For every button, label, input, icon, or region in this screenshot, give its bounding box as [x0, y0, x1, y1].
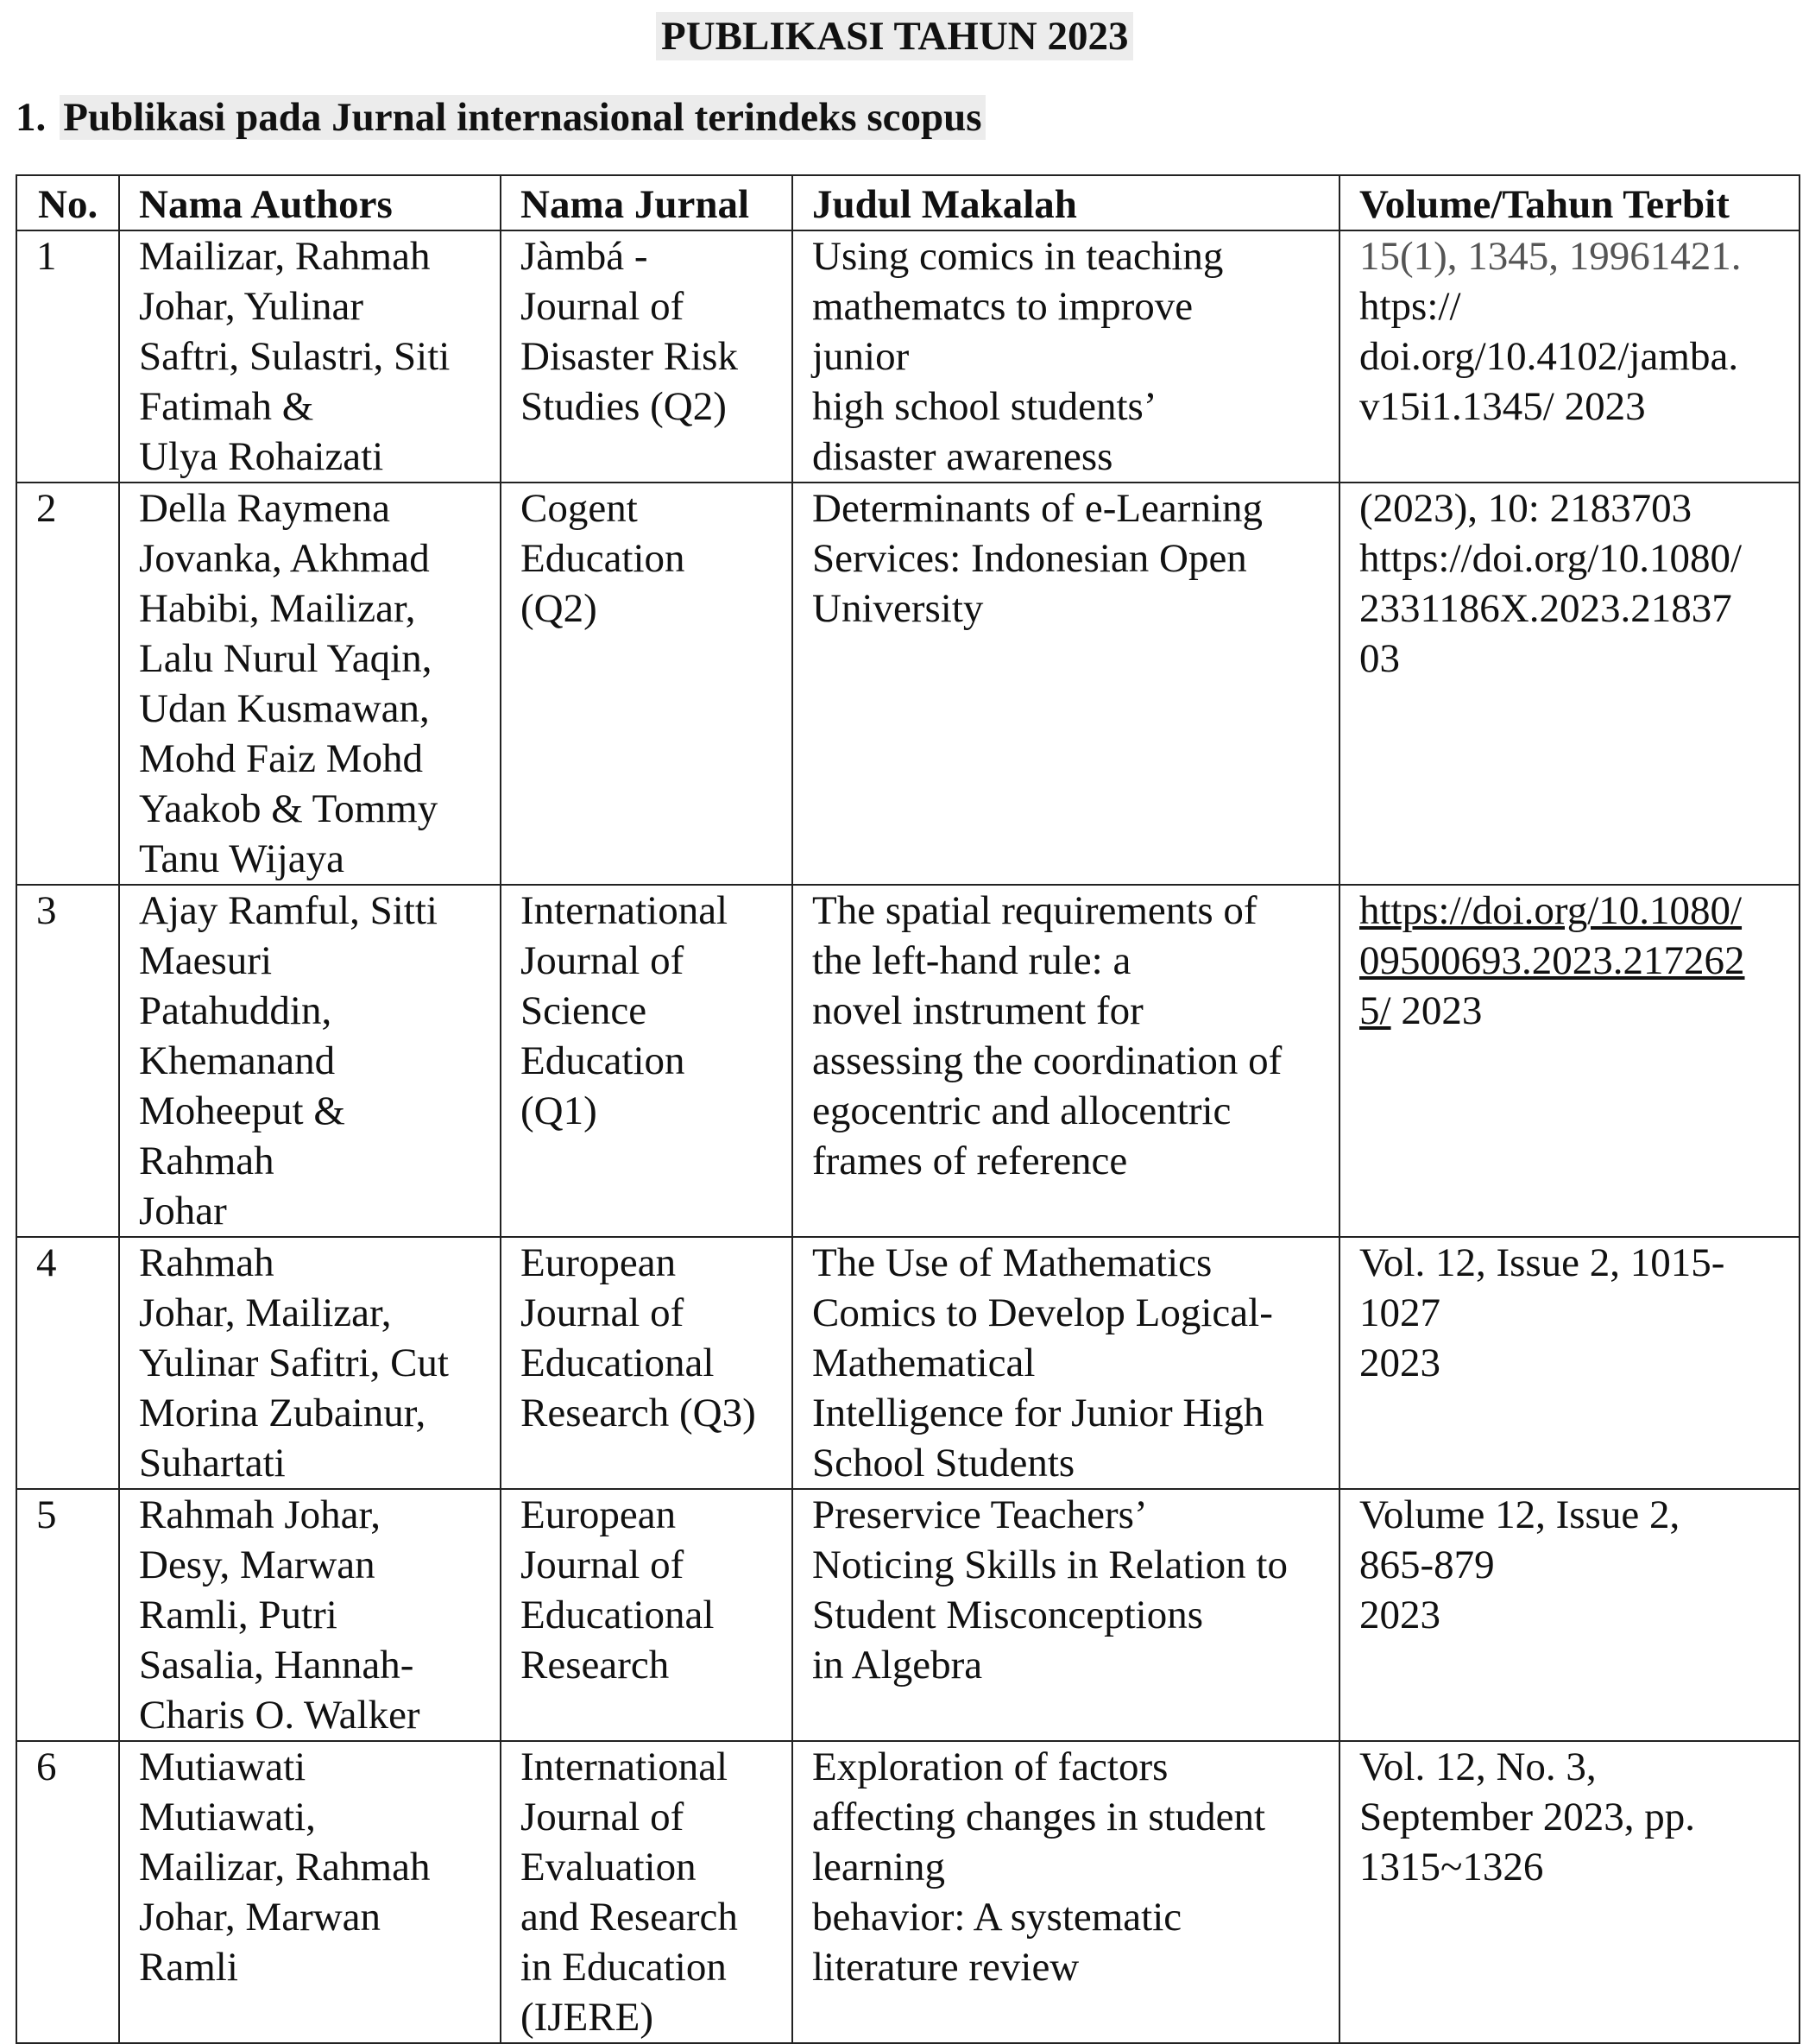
table-row [16, 885, 1800, 1237]
cell-line: the left-hand rule: a [812, 938, 1131, 983]
cell-line: Journal of [520, 1290, 684, 1335]
cell-line: https://doi.org/10.1080/ [1359, 536, 1743, 581]
cell-line: Exploration of factors [812, 1744, 1169, 1789]
cell-line: 2331186X.2023.21837 [1359, 586, 1732, 631]
cell-line: Services: Indonesian Open [812, 536, 1247, 581]
cell-line: School Students [812, 1441, 1075, 1486]
cell-line: University [812, 586, 984, 631]
cell-line: September 2023, pp. [1359, 1795, 1695, 1839]
cell-line: Research [520, 1643, 670, 1688]
cell-line: 03 [1359, 636, 1400, 681]
cell-title [792, 1489, 1339, 1741]
cell-line: Evaluation [520, 1845, 696, 1889]
cell-line: (Q2) [520, 586, 597, 631]
cell-line: Journal of [520, 1542, 684, 1587]
cell-line: novel instrument for [812, 988, 1144, 1033]
cell-line: Morina Zubainur, [139, 1391, 426, 1435]
cell-line: disaster awareness [812, 434, 1113, 479]
cell-line: Yaakob & Tommy [139, 786, 438, 831]
publications-table [16, 174, 1800, 2044]
page-title: PUBLIKASI TAHUN 2023 [656, 12, 1133, 60]
cell-line: Suhartati [139, 1441, 286, 1486]
cell-line: 2023 [1359, 1341, 1440, 1385]
table-row [16, 230, 1800, 483]
cell-journal [501, 1237, 792, 1489]
header-authors: Nama Authors [119, 175, 501, 230]
table-row [16, 1741, 1800, 2043]
cell-line: Journal of [520, 1795, 684, 1839]
table-header-row [16, 175, 1800, 230]
cell-line: Mutiawati, [139, 1795, 316, 1839]
cell-title [792, 1237, 1339, 1489]
cell-line: Cogent [520, 486, 638, 531]
table-row [16, 1237, 1800, 1489]
section-number: 1. [16, 95, 47, 140]
cell-line: Ramli, Putri [139, 1593, 337, 1637]
volume-year: 2023 [1390, 988, 1483, 1033]
table-row [16, 483, 1800, 885]
cell-line: Tanu Wijaya [139, 836, 345, 881]
cell-line: Ulya Rohaizati [139, 434, 384, 479]
cell-line: Educational [520, 1593, 715, 1637]
cell-no: 3 [16, 885, 119, 1237]
cell-no: 2 [16, 483, 119, 885]
cell-no: 6 [16, 1741, 119, 2043]
cell-line [1359, 986, 1790, 1036]
cell-journal [501, 1489, 792, 1741]
cell-line: Intelligence for Junior High [812, 1391, 1264, 1435]
cell-line: Student Misconceptions [812, 1593, 1203, 1637]
cell-line: European [520, 1240, 677, 1285]
header-volume: Volume/Tahun Terbit [1339, 175, 1800, 230]
cell-volume [1339, 1237, 1800, 1489]
cell-line: Science [520, 988, 647, 1033]
table-row [16, 1489, 1800, 1741]
cell-authors [119, 1741, 501, 2043]
cell-line: and Research [520, 1895, 738, 1940]
cell-line: The spatial requirements of [812, 888, 1257, 933]
cell-line: Rahmah [139, 1240, 274, 1285]
cell-line: mathematcs to improve [812, 284, 1194, 329]
cell-authors [119, 483, 501, 885]
cell-line: Johar, Mailizar, [139, 1290, 392, 1335]
cell-volume [1339, 230, 1800, 483]
cell-line: Ramli [139, 1945, 238, 1990]
cell-journal [501, 885, 792, 1237]
cell-line: Mutiawati [139, 1744, 306, 1789]
cell-authors [119, 230, 501, 483]
cell-line: International [520, 888, 728, 933]
cell-line: Johar, Marwan [139, 1895, 381, 1940]
cell-line: Patahuddin, [139, 988, 332, 1033]
cell-line: 865-879 [1359, 1542, 1495, 1587]
cell-journal [501, 230, 792, 483]
cell-line: Preservice Teachers’ [812, 1492, 1148, 1537]
cell-line: literature review [812, 1945, 1080, 1990]
cell-line: htps:// [1359, 284, 1461, 329]
doi-link[interactable]: https://doi.org/10.1080/ [1359, 888, 1743, 933]
section-title: Publikasi pada Jurnal internasional terindeks scopus [60, 95, 985, 140]
header-journal: Nama Jurnal [501, 175, 792, 230]
cell-line: Mailizar, Rahmah [139, 1845, 431, 1889]
cell-line: behavior: A systematic [812, 1895, 1182, 1940]
cell-line [1359, 936, 1790, 986]
cell-line: Johar, Yulinar [139, 284, 364, 329]
cell-line: Educational [520, 1341, 715, 1385]
cell-line: Volume 12, Issue 2, [1359, 1492, 1680, 1537]
cell-line: Maesuri [139, 938, 273, 983]
cell-title [792, 1741, 1339, 2043]
cell-line: Determinants of e-Learning [812, 486, 1264, 531]
cell-line: high school students’ [812, 384, 1157, 429]
cell-line: Lalu Nurul Yaqin, [139, 636, 432, 681]
cell-line: Education [520, 1038, 685, 1083]
cell-title [792, 483, 1339, 885]
cell-volume [1339, 1489, 1800, 1741]
cell-volume [1339, 1741, 1800, 2043]
cell-line: Della Raymena [139, 486, 391, 531]
cell-title [792, 230, 1339, 483]
cell-line: Jovanka, Akhmad [139, 536, 430, 581]
cell-authors [119, 1237, 501, 1489]
cell-journal [501, 1741, 792, 2043]
cell-line: Rahmah Johar, [139, 1492, 381, 1537]
cell-line: Moheeput & [139, 1088, 345, 1133]
cell-line: 15(1), 1345, 19961421. [1359, 234, 1742, 279]
cell-line: European [520, 1492, 677, 1537]
cell-line: 2023 [1359, 1593, 1440, 1637]
cell-title [792, 885, 1339, 1237]
cell-line: Using comics in teaching [812, 234, 1224, 279]
cell-line: frames of reference [812, 1139, 1128, 1183]
cell-line: Noticing Skills in Relation to [812, 1542, 1288, 1587]
cell-no: 1 [16, 230, 119, 483]
cell-authors [119, 885, 501, 1237]
cell-line: Khemanand [139, 1038, 336, 1083]
cell-line: Fatimah & [139, 384, 314, 429]
cell-line: Johar [139, 1189, 227, 1233]
cell-no: 4 [16, 1237, 119, 1489]
cell-line: Ajay Ramful, Sitti [139, 888, 438, 933]
cell-line: Mohd Faiz Mohd [139, 736, 423, 781]
cell-line: doi.org/10.4102/jamba. [1359, 334, 1739, 379]
cell-line: affecting changes in student [812, 1795, 1266, 1839]
cell-volume [1339, 885, 1800, 1237]
cell-line: egocentric and allocentric [812, 1088, 1232, 1133]
cell-line: junior [812, 334, 910, 379]
cell-line: Mailizar, Rahmah [139, 234, 431, 279]
cell-line: Jàmbá - [520, 234, 648, 279]
cell-line: (IJERE) [520, 1995, 654, 2040]
cell-line: Saftri, Sulastri, Siti [139, 334, 451, 379]
cell-line: Habibi, Mailizar, [139, 586, 416, 631]
cell-line: 1027 [1359, 1290, 1440, 1335]
cell-line: Rahmah [139, 1139, 274, 1183]
cell-line: assessing the coordination of [812, 1038, 1283, 1083]
cell-line: Studies (Q2) [520, 384, 727, 429]
cell-line: in Algebra [812, 1643, 983, 1688]
cell-line: Comics to Develop Logical- [812, 1290, 1273, 1335]
cell-journal [501, 483, 792, 885]
cell-line: Charis O. Walker [139, 1693, 420, 1738]
cell-no: 5 [16, 1489, 119, 1741]
cell-line: Disaster Risk [520, 334, 738, 379]
cell-line: The Use of Mathematics [812, 1240, 1213, 1285]
cell-line: Yulinar Safitri, Cut [139, 1341, 449, 1385]
header-title: Judul Makalah [792, 175, 1339, 230]
cell-authors [119, 1489, 501, 1741]
cell-line: Vol. 12, No. 3, [1359, 1744, 1597, 1789]
cell-line: (2023), 10: 2183703 [1359, 486, 1692, 531]
cell-line [1359, 886, 1790, 936]
header-no: No. [16, 175, 119, 230]
cell-line: Research (Q3) [520, 1391, 756, 1435]
cell-line: (Q1) [520, 1088, 597, 1133]
doi-link[interactable]: 5/ [1359, 988, 1391, 1033]
cell-line: in Education [520, 1945, 727, 1990]
cell-volume [1339, 483, 1800, 885]
cell-line: Sasalia, Hannah- [139, 1643, 414, 1688]
cell-line: Journal of [520, 938, 684, 983]
cell-line: Vol. 12, Issue 2, 1015- [1359, 1240, 1725, 1285]
section-heading [16, 93, 986, 142]
cell-line: Desy, Marwan [139, 1542, 375, 1587]
cell-line: Education [520, 536, 685, 581]
cell-line: 1315~1326 [1359, 1845, 1544, 1889]
cell-line: Journal of [520, 284, 684, 329]
cell-line: Udan Kusmawan, [139, 686, 430, 731]
cell-line: v15i1.1345/ 2023 [1359, 384, 1646, 429]
doi-link[interactable]: 09500693.2023.217262 [1359, 938, 1745, 983]
cell-line: learning [812, 1845, 945, 1889]
cell-line: International [520, 1744, 728, 1789]
cell-line: Mathematical [812, 1341, 1036, 1385]
